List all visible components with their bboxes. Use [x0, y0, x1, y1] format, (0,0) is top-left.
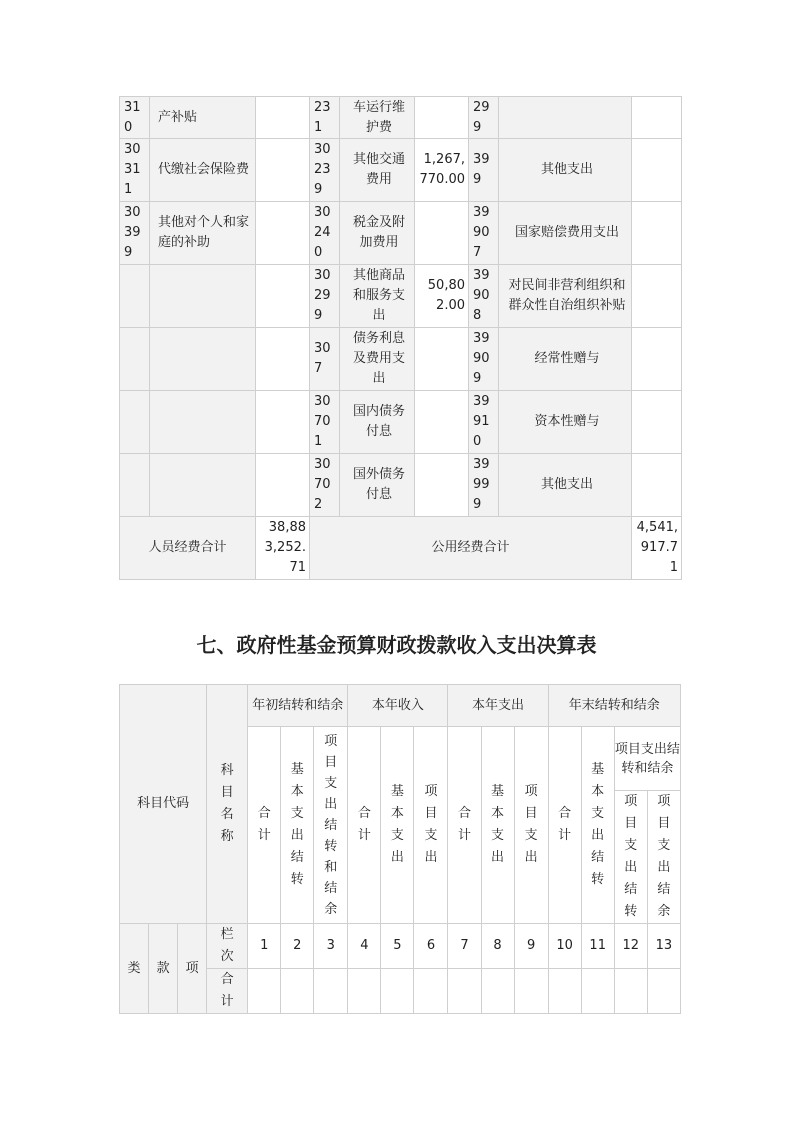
code-cell: 39910	[469, 391, 499, 454]
col-number: 7	[448, 924, 481, 969]
code-cell: 231	[310, 97, 340, 139]
col-number: 1	[248, 924, 281, 969]
table-row	[120, 265, 682, 328]
name-cell: 其他商品和服务支出	[340, 265, 415, 328]
amount-cell	[256, 139, 310, 202]
col-total-4: 合计	[548, 727, 581, 924]
name-cell: 其他交通费用	[340, 139, 415, 202]
col-total-3: 合计	[448, 727, 481, 924]
amount-cell	[632, 139, 682, 202]
name-cell	[150, 454, 256, 517]
col-project-expense-3: 项目支出	[514, 727, 548, 924]
code-cell: 399	[469, 139, 499, 202]
code-cell: 310	[120, 97, 150, 139]
total-cell	[647, 969, 680, 1014]
code-cell: 30299	[310, 265, 340, 328]
name-cell: 车运行维护费	[340, 97, 415, 139]
col-number: 10	[548, 924, 581, 969]
col-number: 9	[514, 924, 548, 969]
code-cell: 30701	[310, 391, 340, 454]
amount-cell	[256, 97, 310, 139]
gov-fund-budget-table	[119, 684, 681, 1014]
name-cell: 经常性赠与	[499, 328, 632, 391]
col-basic-expense-3: 基本支出	[481, 727, 514, 924]
total-cell	[348, 969, 381, 1014]
personnel-total-label: 人员经费合计	[120, 517, 256, 580]
public-total-value: 4,541,917.71	[632, 517, 682, 580]
col-number: 13	[647, 924, 680, 969]
name-cell: 债务利息及费用支出	[340, 328, 415, 391]
name-cell: 对民间非营利组织和群众性自治组织补贴	[499, 265, 632, 328]
personnel-total-value: 38,883,252.71	[256, 517, 310, 580]
name-cell: 其他支出	[499, 454, 632, 517]
total-cell	[581, 969, 614, 1014]
amount-cell	[415, 328, 469, 391]
code-cell	[120, 265, 150, 328]
code-header: 科目代码	[120, 685, 207, 924]
name-cell	[150, 391, 256, 454]
group-header-opening: 年初结转和结余	[248, 685, 348, 727]
code-cell: 39909	[469, 328, 499, 391]
col-project-expense-2: 项目支出	[414, 727, 448, 924]
name-cell: 其他对个人和家庭的补助	[150, 202, 256, 265]
col-project-carry-balance-1: 项目支出结转和结余	[314, 727, 348, 924]
col-basic-carry-1: 基本支出结转	[281, 727, 314, 924]
lanci-label: 栏次	[207, 924, 248, 969]
code-cell: 30702	[310, 454, 340, 517]
name-header: 科目名称	[207, 685, 248, 924]
code-cell: 39907	[469, 202, 499, 265]
code-cell: 39908	[469, 265, 499, 328]
col-number: 2	[281, 924, 314, 969]
col-project-carry-balance-4: 项目支出结转和结余	[614, 727, 680, 791]
amount-cell	[632, 391, 682, 454]
amount-cell	[256, 265, 310, 328]
name-cell	[150, 328, 256, 391]
amount-cell	[256, 391, 310, 454]
total-cell	[381, 969, 414, 1014]
total-cell	[448, 969, 481, 1014]
table-row	[120, 454, 682, 517]
summary-row	[120, 517, 682, 580]
col-number: 3	[314, 924, 348, 969]
table-row	[120, 139, 682, 202]
group-header-income: 本年收入	[348, 685, 448, 727]
total-cell	[248, 969, 281, 1014]
code-cell	[120, 328, 150, 391]
total-cell	[314, 969, 348, 1014]
code-cell	[120, 454, 150, 517]
group-header-expense: 本年支出	[448, 685, 548, 727]
name-cell: 资本性赠与	[499, 391, 632, 454]
code-cell: 30239	[310, 139, 340, 202]
expense-detail-table	[119, 96, 682, 580]
col-number: 11	[581, 924, 614, 969]
amount-cell	[256, 454, 310, 517]
table-row	[120, 328, 682, 391]
col-total-1: 合计	[248, 727, 281, 924]
name-cell	[150, 265, 256, 328]
name-cell: 国家赔偿费用支出	[499, 202, 632, 265]
name-cell: 国内债务付息	[340, 391, 415, 454]
code-cell: 307	[310, 328, 340, 391]
col-project-balance-4: 项目支出结余	[647, 791, 680, 924]
total-cell	[414, 969, 448, 1014]
total-cell	[281, 969, 314, 1014]
name-cell: 代缴社会保险费	[150, 139, 256, 202]
total-cell	[481, 969, 514, 1014]
group-header-closing: 年末结转和结余	[548, 685, 680, 727]
col-number: 12	[614, 924, 647, 969]
name-cell: 国外债务付息	[340, 454, 415, 517]
amount-cell	[256, 328, 310, 391]
col-number: 4	[348, 924, 381, 969]
code-cell: 30399	[120, 202, 150, 265]
total-row-label: 合计	[207, 969, 248, 1014]
code-cell: 30240	[310, 202, 340, 265]
name-cell: 税金及附加费用	[340, 202, 415, 265]
total-cell	[614, 969, 647, 1014]
amount-cell	[415, 454, 469, 517]
amount-cell	[415, 202, 469, 265]
section-title: 七、政府性基金预算财政拨款收入支出决算表	[196, 633, 597, 657]
name-cell: 其他支出	[499, 139, 632, 202]
name-cell: 产补贴	[150, 97, 256, 139]
name-cell	[499, 97, 632, 139]
code-cell: 299	[469, 97, 499, 139]
col-basic-expense-2: 基本支出	[381, 727, 414, 924]
col-number: 5	[381, 924, 414, 969]
table-row	[120, 391, 682, 454]
amount-cell: 1,267,770.00	[415, 139, 469, 202]
amount-cell	[632, 202, 682, 265]
table-row	[120, 202, 682, 265]
col-number: 8	[481, 924, 514, 969]
code-cell	[120, 391, 150, 454]
total-cell	[514, 969, 548, 1014]
amount-cell	[632, 265, 682, 328]
code-cell: 39999	[469, 454, 499, 517]
col-basic-carry-4: 基本支出结转	[581, 727, 614, 924]
public-total-label: 公用经费合计	[310, 517, 632, 580]
amount-cell	[415, 97, 469, 139]
table-row	[120, 97, 682, 139]
code-cell: 30311	[120, 139, 150, 202]
amount-cell	[632, 328, 682, 391]
amount-cell	[632, 97, 682, 139]
col-number: 6	[414, 924, 448, 969]
col-project-carry-4: 项目支出结转	[614, 791, 647, 924]
amount-cell	[415, 391, 469, 454]
amount-cell: 50,802.00	[415, 265, 469, 328]
amount-cell	[256, 202, 310, 265]
amount-cell	[632, 454, 682, 517]
kuan-header: 款	[149, 924, 178, 1014]
total-cell	[548, 969, 581, 1014]
lei-header: 类	[120, 924, 149, 1014]
col-total-2: 合计	[348, 727, 381, 924]
xiang-header: 项	[178, 924, 207, 1014]
